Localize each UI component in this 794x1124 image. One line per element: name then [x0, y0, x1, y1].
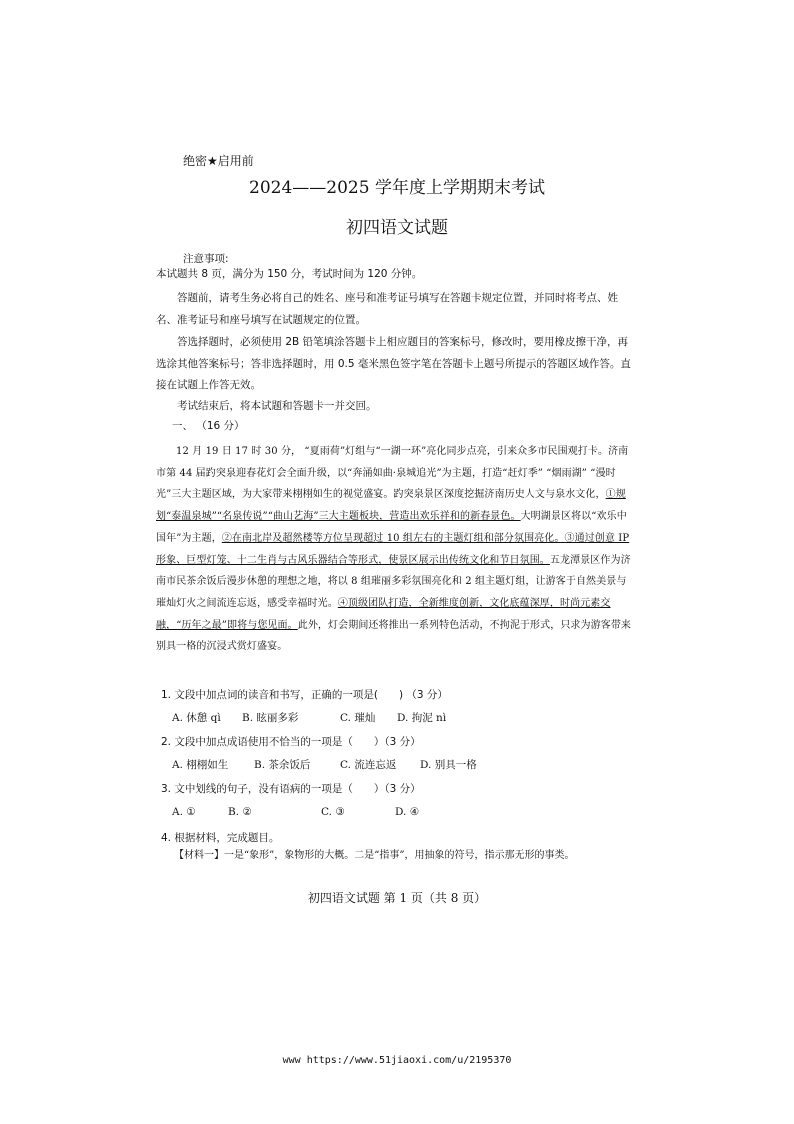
- exam-title: 2024——2025 学年度上学期期末考试: [249, 178, 545, 198]
- question-2-option-d: D. 别具一格: [420, 759, 477, 771]
- question-1-stem: 1. 文段中加点词的读音和书写，正确的一项是( ) （3 分）: [161, 689, 448, 701]
- notice-heading: 注意事项:: [183, 253, 229, 265]
- underlined-sentence-3: ③通过创意 IP 形象、巨型灯笼、十二生肖与古风乐器结合等形式，使景区展示出传统文化和节日氛围。: [156, 532, 630, 566]
- notice-para-3: 答选择题时，必须使用 2B 铅笔填涂答题卡上相应题目的答案标号，修改时，要用橡皮擦干净，再选涂其他答案标号；答非选择题时，用 0.5 毫米黑色签字笔在答题卡上题号所提示的答题区域作答。直接在试题上作答无效。: [156, 336, 631, 391]
- subject-title: 初四语文试题: [346, 218, 448, 238]
- question-4-stem: 4. 根据材料，完成题目。: [161, 832, 280, 844]
- underlined-sentence-4: ④顶级团队打造，全新维度创新，文化底蕴深厚，时尚元素交融，“历年之最”即将与您见面。: [156, 597, 611, 631]
- question-2-stem: 2. 文段中加点成语使用不恰当的一项是（ ）（3 分）: [161, 736, 421, 748]
- underlined-sentence-2: ②在南北岸及超然楼等方位呈现超过 10 组左右的主题灯组和部分氛围亮化。: [221, 532, 565, 544]
- section-heading: 一、 （16 分）: [172, 420, 245, 432]
- notice-para-4: 考试结束后，将本试题和答题卡一并交回。: [177, 400, 377, 412]
- notice-line-1: 本试题共 8 页，满分为 150 分，考试时间为 120 分钟。: [156, 268, 423, 280]
- question-2-option-b: B. 茶余饭后: [254, 759, 311, 771]
- question-1-option-d: D. 拘泥 nì: [397, 712, 447, 724]
- question-1-options: [172, 710, 446, 725]
- passage-text-4: 此外，灯会期间还将推出一系列特色活动，不拘泥于形式，只求为游客带来别具一格的沉浸式赏灯盛宴。: [156, 619, 632, 653]
- question-2-options: [172, 757, 477, 772]
- question-3-option-d: D. ④: [395, 806, 420, 818]
- reading-passage: [156, 441, 636, 658]
- question-3-stem: 3. 文中划线的句子，没有语病的一项是（ ）（3 分）: [161, 783, 421, 795]
- passage-text-2: 大明湖景区将以“欢乐中国年”为主题，: [156, 511, 627, 544]
- material-one: 【材料一】一是“象形”，象物形的大概。二是“指事”，用抽象的符号，指示那无形的事类。: [174, 850, 575, 861]
- question-3-option-b: B. ②: [228, 806, 252, 818]
- underlined-sentence-1: ①规划“泰温泉城”“名泉传说”“曲山艺海”三大主题板块，营造出欢乐祥和的新春景色。: [156, 489, 626, 523]
- confidential-label: 绝密★启用前: [183, 154, 254, 168]
- watermark-url: www https://www.51jiaoxi.com/u/2195370: [282, 1055, 512, 1066]
- question-2-option-c: C. 流连忘返: [340, 759, 397, 771]
- page-footer: 初四语文试题 第 1 页（共 8 页）: [307, 891, 487, 905]
- passage-text-3: 五龙潭景区作为济南市民茶余饭后漫步休憩的理想之地，将以 8 组璀丽多彩氛围亮化和 2 组主题灯组，让游客于自然美景与璀灿灯火之间流连忘返，感受幸福时光。: [156, 554, 631, 609]
- question-1-option-c: C. 璀灿: [340, 712, 376, 724]
- question-1-option-b: B. 眩丽多彩: [242, 712, 299, 724]
- question-2-option-a: A. 栩栩如生: [172, 759, 229, 771]
- question-3-option-c: C. ③: [321, 806, 345, 818]
- question-3-options: [172, 806, 419, 818]
- question-1-option-a: A. 休憩 qì: [172, 712, 221, 724]
- notice-para-2: 答题前，请考生务必将自己的姓名、座号和准考证号填写在答题卡规定位置，并同时将考点、姓名、准考证号和座号填写在试题规定的位置。: [156, 292, 618, 326]
- passage-text-1: 12 月 19 日 17 时 30 分， “夏雨荷”灯组与“一湖一环”亮化同步点亮，引来众多市民围观打卡。济南市第 44 届趵突泉迎春花灯会全面升级，以“奔涌如曲·泉城追光”为主题，打造“赶灯季” “烟雨湖” “漫时光”三大主题区域，为大家带来栩栩如生的视觉盛宴。趵突泉景区深度挖掘济南历史人文与泉水文化，: [156, 446, 629, 501]
- question-3-option-a: A. ①: [172, 806, 196, 818]
